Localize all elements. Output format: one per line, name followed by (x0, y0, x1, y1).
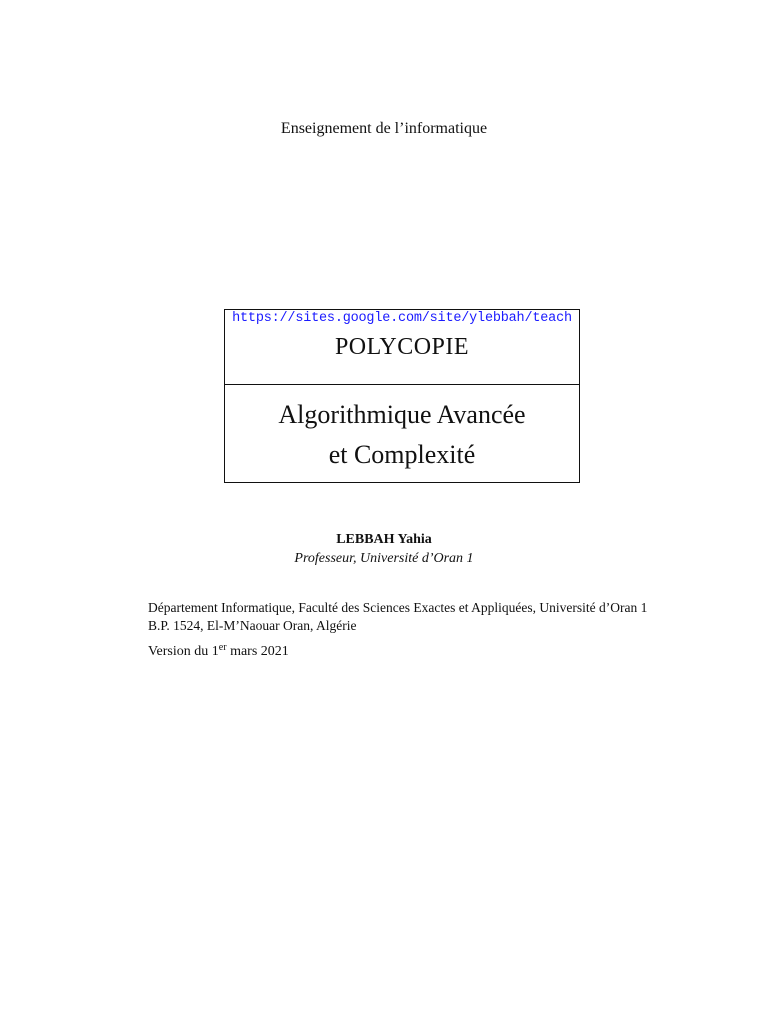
address-line-1: Département Informatique, Faculté des Sciences Exactes et Appliquées, Université d’Oran 1 (148, 600, 648, 615)
polycopie-label: POLYCOPIE (334, 334, 470, 360)
address-line-2: B.P. 1524, El-M’Naouar Oran, Algérie (148, 618, 357, 633)
version-suffix: mars 2021 (226, 644, 289, 659)
department-address (148, 599, 647, 635)
title-box-divider (225, 384, 579, 385)
version-date (148, 644, 289, 660)
version-prefix: Version du 1 (148, 644, 219, 659)
title-box (224, 309, 580, 483)
course-title-line-1: Algorithmique Avancée (278, 400, 526, 429)
course-url-link[interactable]: https://sites.google.com/site/ylebbah/teach (232, 311, 572, 326)
author-affiliation: Professeur, Université d’Oran 1 (294, 551, 474, 566)
version-ordinal: er (218, 642, 227, 653)
document-header: Enseignement de l’informatique (280, 120, 488, 137)
course-title (225, 395, 579, 475)
author-name: LEBBAH Yahia (336, 532, 432, 547)
course-title-line-2: et Complexité (328, 440, 476, 469)
